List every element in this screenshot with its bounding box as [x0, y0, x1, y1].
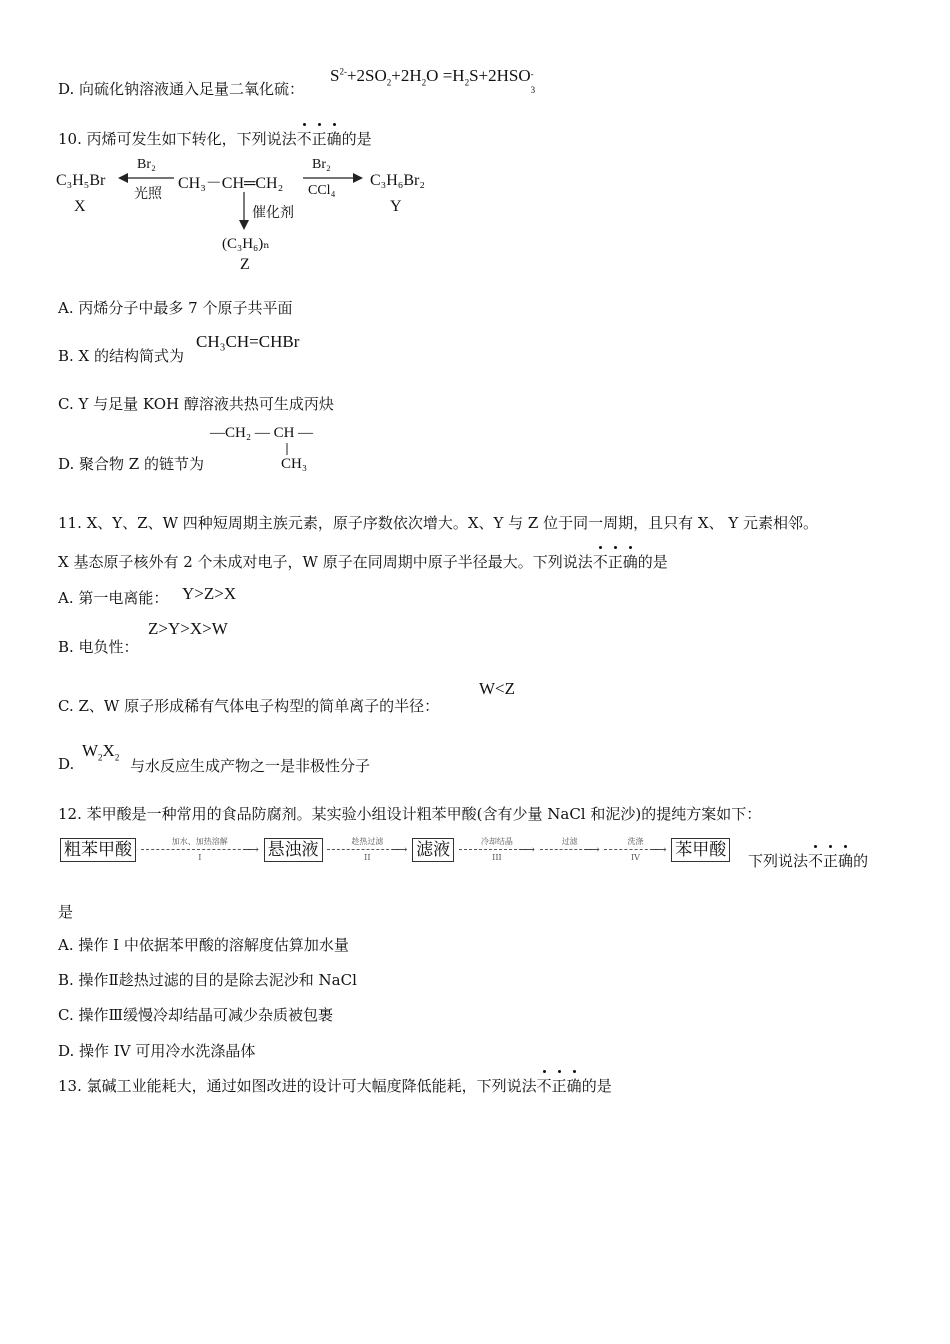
q10-option-b-formula: CH₃CH=CHBr [196, 332, 300, 351]
q12-tail-prefix: 下列说法 [748, 852, 809, 870]
q13-emph-3: 确 [566, 1077, 582, 1095]
eq-s-charge: 2- [339, 66, 347, 77]
q11-emph-2: 正 [607, 553, 623, 571]
q10-option-d [58, 453, 204, 474]
q11-option-d [58, 755, 74, 773]
q11-stem-suffix: 的是 [637, 553, 668, 571]
q11-emph-1: 不 [592, 553, 608, 571]
flow-arrow-4 [540, 836, 600, 864]
q11-option-c-value: W<Z [479, 679, 516, 698]
eq-hso-charge: - [530, 69, 534, 79]
q11-stem-prefix: X 基态原子核外有 2 个未成对电子，W 原子在同周期中原子半径最大。下列说法 [58, 553, 593, 571]
q12-option-a: A. 操作 I 中依据苯甲酸的溶解度估算加水量 [58, 936, 349, 954]
q13-emph-1: 不 [536, 1077, 552, 1095]
scheme-right-reagent: Br₂ [312, 157, 331, 172]
q11-option-b-text: B. 电负性： [58, 638, 139, 656]
q10-emph-2: 正 [311, 130, 327, 148]
q10-option-a: A. 丙烯分子中最多 7 个原子共平面 [58, 299, 293, 317]
flow-arrow-4-label: 过滤 [561, 837, 578, 846]
scheme-y-formula: C₃H₆Br₂ [370, 172, 425, 189]
q11-option-c-text: C. Z、W 原子形成稀有气体电子构型的简单离子的半径： [58, 697, 440, 715]
flow-arrow-1 [141, 836, 259, 864]
q10-emph-1: 不 [296, 130, 312, 148]
scheme-z-formula: (C₃H₆)ₙ [222, 236, 270, 252]
q10-emph-3: 确 [326, 130, 342, 148]
q12-emph-2: 正 [823, 852, 839, 870]
eq-mid4: S+2HSO [469, 66, 531, 85]
scheme-down-arrow [238, 192, 250, 230]
scheme-catalyst: 催化剂 [252, 205, 294, 221]
arrow-head-icon: ⟶ [243, 843, 259, 856]
q12-option-c: C. 操作Ⅲ缓慢冷却结晶可减少杂质被包裹 [58, 1006, 333, 1024]
q10-option-d-bond [285, 443, 289, 455]
flow-arrow-1-step: I [198, 853, 202, 862]
flow-arrow-3-label: 冷却结晶 [480, 837, 513, 846]
q9-option-d [58, 78, 304, 99]
formula-w: W [82, 741, 99, 760]
q10-stem [58, 128, 372, 149]
flow-arrow-2-label: 趁热过滤 [351, 837, 384, 846]
q11-option-b [58, 636, 139, 657]
eq-sub-b: 2 [421, 77, 427, 88]
flow-arrow-2-step: II [364, 853, 371, 862]
q12-flowchart [60, 836, 730, 864]
scheme-x-formula: C₃H₅Br [56, 172, 106, 189]
flow-arrow-2 [327, 836, 407, 864]
formula-x: X [102, 741, 115, 760]
flow-box-product: 苯甲酸 [671, 838, 730, 862]
flow-arrow-1-label: 加水、加热溶解 [171, 837, 228, 846]
flow-arrow-3-step: III [492, 853, 502, 862]
q10-option-d-chain: —CH₂ — CH — [210, 425, 314, 441]
scheme-y-label: Y [390, 198, 402, 215]
q10-option-d-text: D. 聚合物 Z 的链节为 [58, 455, 204, 473]
q11-option-a-text: A. 第一电离能： [58, 589, 169, 607]
eq-mid2: +2H [391, 66, 422, 85]
q11-option-d-formula [82, 741, 119, 762]
q12-option-d: D. 操作 IV 可用冷水洗涤晶体 [58, 1042, 256, 1060]
q11-option-d-prefix: D. [58, 755, 75, 773]
scheme-propene: CH₃－CH═CH₂ [178, 175, 284, 192]
flow-arrow-3 [459, 836, 535, 864]
flow-box-filtrate: 滤液 [412, 838, 454, 862]
eq-mid1: +2SO [346, 66, 387, 85]
eq-s: S [330, 66, 340, 85]
q12-stem-continuation: 是 [58, 903, 74, 921]
scheme-x-label: X [74, 198, 86, 215]
flow-arrow-5-label: 洗涤 [627, 837, 644, 846]
flow-arrow-5-step: IV [631, 853, 640, 862]
q13-stem-suffix: 的是 [581, 1077, 612, 1095]
q12-option-b: B. 操作Ⅱ趁热过滤的目的是除去泥沙和 NaCl [58, 971, 357, 989]
q11-emph-3: 确 [622, 553, 638, 571]
q10-option-d-branch: CH₃ [281, 456, 308, 472]
arrow-head-icon: ⟶ [650, 843, 667, 856]
q10-stem-suffix: 的是 [341, 130, 372, 148]
q12-stem: 12. 苯甲酸是一种常用的食品防腐剂。某实验小组设计粗苯甲酸(含有少量 NaCl 和泥沙)的提纯方案如下： [58, 805, 762, 823]
q9-equation [330, 66, 539, 95]
arrow-head-icon: ⟶ [391, 843, 408, 856]
eq-sub-3: 3 [530, 85, 536, 95]
formula-sub-1: 2 [98, 752, 103, 763]
arrow-head-icon: ⟶ [519, 843, 535, 856]
q10-option-b-text: B. X 的结构简式为 [58, 347, 185, 365]
q10-option-b [58, 345, 184, 366]
q11-option-c [58, 695, 439, 716]
q13-stem-prefix: 13. 氯碱工业能耗大，通过如图改进的设计可大幅度降低能耗，下列说法 [58, 1077, 537, 1095]
q12-stem-tail [748, 850, 868, 871]
eq-sub-a: 2 [386, 77, 392, 88]
flow-arrow-5 [604, 836, 666, 864]
flow-box-suspension: 悬浊液 [264, 838, 323, 862]
flow-box-crude: 粗苯甲酸 [60, 838, 136, 862]
q10-stem-prefix: 10. 丙烯可发生如下转化，下列说法 [58, 130, 297, 148]
q11-option-a [58, 587, 168, 608]
q12-emph-3: 确 [838, 852, 854, 870]
q9-option-d-text: D. 向硫化钠溶液通入足量二氧化硫： [58, 80, 305, 98]
q11-stem-line2 [58, 551, 668, 572]
q13-emph-2: 正 [551, 1077, 567, 1095]
q11-option-a-value: Y>Z>X [182, 584, 237, 603]
scheme-left-reagent: Br₂ [137, 157, 156, 172]
eq-mid3: O =H [426, 66, 465, 85]
q11-option-d-text: 与水反应生成产物之一是非极性分子 [130, 757, 371, 775]
eq-sub-c: 2 [464, 77, 470, 88]
q13-stem [58, 1075, 612, 1096]
scheme-z-label: Z [240, 256, 250, 273]
arrow-head-icon: ⟶ [583, 843, 600, 856]
formula-sub-2: 2 [114, 752, 120, 763]
q10-option-c: C. Y 与足量 KOH 醇溶液共热可生成丙炔 [58, 395, 334, 413]
q11-option-b-value: Z>Y>X>W [148, 619, 228, 638]
q12-tail-suffix: 的 [853, 852, 869, 870]
q12-emph-1: 不 [808, 852, 824, 870]
scheme-right-condition: CCl₄ [308, 183, 336, 198]
scheme-left-condition: 光照 [134, 186, 162, 202]
q11-stem-line1: 11. X、Y、Z、W 四种短周期主族元素，原子序数依次增大。X、Y 与 Z 位于同一周期，且只有 X、 Y 元素相邻。 [58, 514, 819, 532]
